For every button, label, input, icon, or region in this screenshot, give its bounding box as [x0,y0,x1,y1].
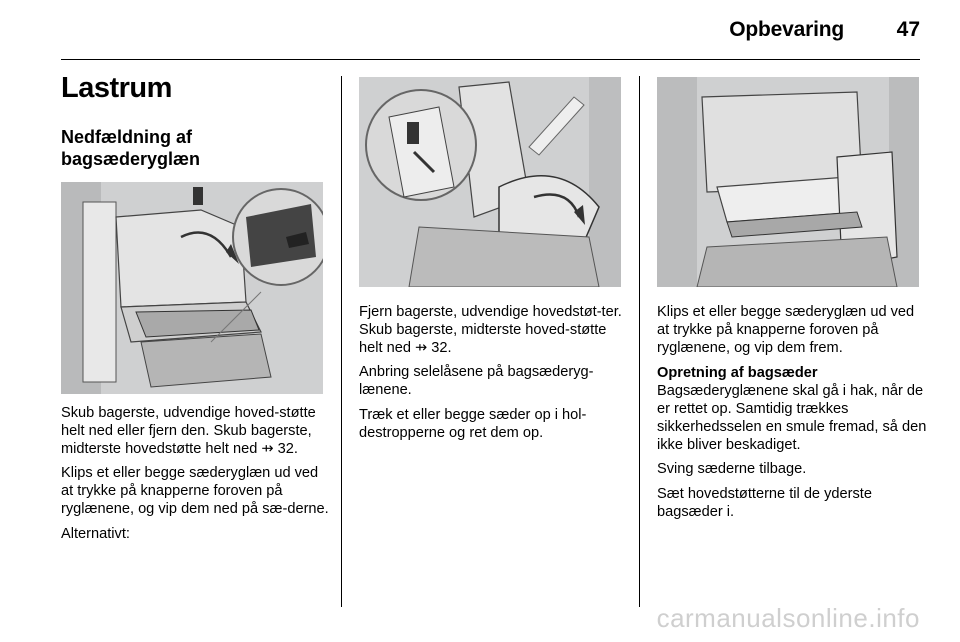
col3-paragraph-4: Sæt hovedstøtterne til de yderste bagsæder i. [657,486,872,520]
col1-paragraph-2: Klips et eller begge sæderyglæn ud ved at trykke på knapperne foroven på ryglænene, og vip dem ned på sæ-derne. [61,465,329,517]
subheading-line-1: Nedfældning af [61,127,192,147]
col3-heading: Opretning af bagsæder [657,365,818,382]
subheading-line-2: bagsæderyglæn [61,149,201,169]
column-2-text [359,304,627,450]
col2-paragraph-1: Fjern bagerste, udvendige hovedstøt-ter. Skub bagerste, midterste hoved-støtte helt ned ⇸ 32. [359,304,622,356]
section-title: Lastrum [61,72,172,104]
figure-seat-fold [61,182,323,394]
column-divider-left [341,76,342,607]
col1-paragraph-1: Skub bagerste, udvendige hoved-støtte helt ned eller fjern den. Skub bagerste, midterste hovedstøtte helt ned ⇸ 32. [61,405,316,457]
watermark: carmanualsonline.info [656,603,920,633]
col1-paragraph-3: Alternativt: [61,525,130,542]
header-rule [61,59,920,60]
column-1-text [61,405,331,551]
col3-paragraph-2: Bagsæderyglænene skal gå i hak, når de er rettet op. Samtidig trækkes sikkerhedsselen en smule fremad, så den ikke bliver beskadiget. [657,383,927,453]
section-subheading [61,126,291,170]
page-number: 47 [896,18,920,41]
column-3-text [657,304,927,529]
col3-paragraph-3: Sving sæderne tilbage. [657,461,807,478]
figure-seats-forward [657,77,919,287]
column-divider-right [639,76,640,607]
col3-paragraph-1: Klips et eller begge sæderyglæn ud ved at trykke på knapperne foroven på ryglænene, og vip dem frem. [657,304,915,356]
col2-paragraph-2: Anbring selelåsene på bagsæderyg-lænene. [359,364,594,399]
page-header-title: Opbevaring [729,18,844,41]
figure-seat-flip [359,77,621,287]
col2-paragraph-3: Træk et eller begge sæder op i hol-destropperne og ret dem op. [359,406,587,441]
